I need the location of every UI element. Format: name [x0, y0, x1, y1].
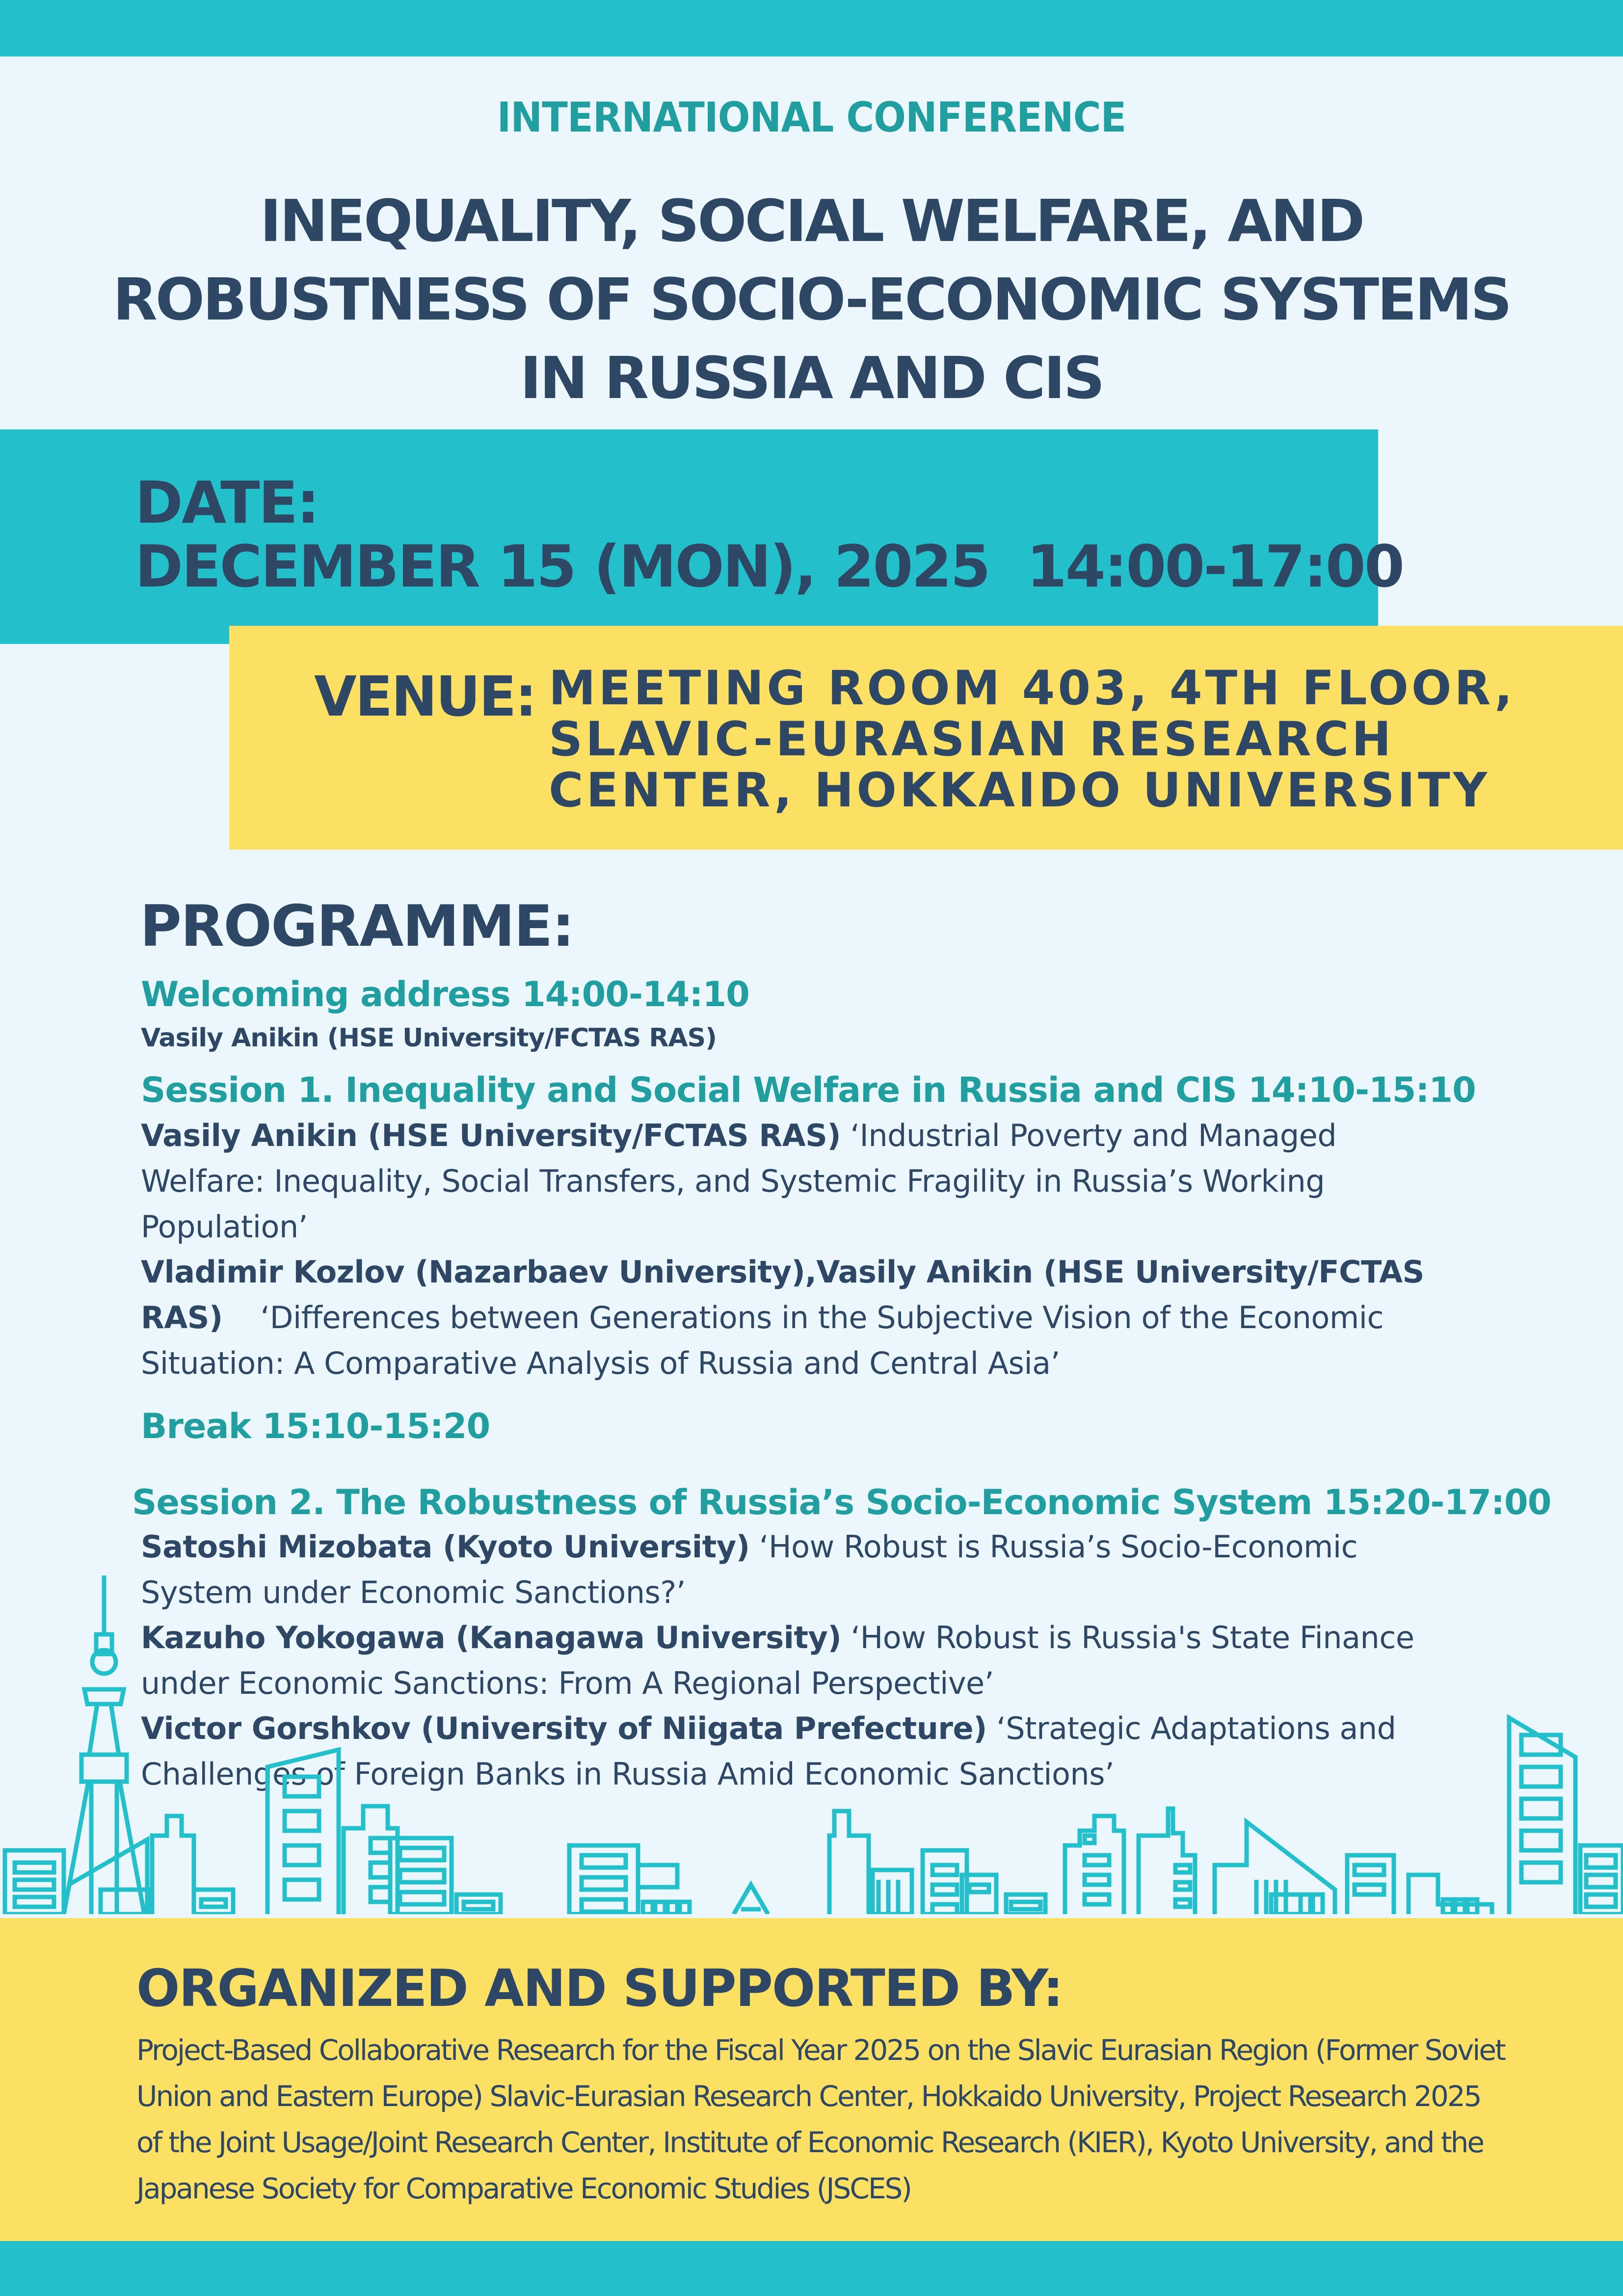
venue-line: MEETING ROOM 403, 4TH FLOOR, — [549, 661, 1516, 716]
talk-speaker: Vasily Anikin (HSE University/FCTAS RAS) — [141, 1118, 841, 1153]
title-line: IN RUSSIA AND CIS — [520, 344, 1103, 412]
talk-title: ‘Strategic Adaptations and Challenges of Foreign Banks in Russia Amid Economic Sanctions’ — [141, 1710, 1396, 1792]
programme-title: PROGRAMME: — [140, 893, 574, 960]
session-1-talk-2 — [141, 1249, 1456, 1386]
venue-line: SLAVIC-EURASIAN RESEARCH — [549, 712, 1394, 767]
talk-speaker: Satoshi Mizobata (Kyoto University) — [141, 1529, 750, 1565]
talk-title: ‘Differences between Generations in the Subjective Vision of the Economic Situation: A Comparative Analysis of Russia and Central Asia’ — [141, 1300, 1393, 1381]
organizers-title: ORGANIZED AND SUPPORTED BY: — [136, 1958, 1063, 2018]
talk-title: ‘Industrial Poverty and Managed Welfare: Inequality, Social Transfers, and Systemic Fragility in Russia’s Working Population’ — [141, 1118, 1337, 1245]
venue-line: CENTER, HOKKAIDO UNIVERSITY — [549, 763, 1490, 818]
date-label: DATE: — [135, 469, 319, 536]
conference-kicker: INTERNATIONAL CONFERENCE — [497, 93, 1126, 141]
session-1-heading: Session 1. Inequality and Social Welfare in Russia and CIS 14:10-15:10 — [141, 1070, 1476, 1110]
date-value: DECEMBER 15 (MON), 2025 14:00-17:00 — [135, 533, 1403, 600]
organizers-text: Project-Based Collaborative Research for the Fiscal Year 2025 on the Slavic Eurasian Region (Former Soviet Union and Eastern Europe) Slavic-Eurasian Research Center, Hokkaido University, Project Research 2025 of the Joint Usage/Joint Research Center, Institute of Economic Research (KIER), Kyoto University, and the Japanese Society for Comparative Economic Studies (JSCES) — [136, 2033, 1505, 2205]
talk-title: ‘How Robust is Russia’s Socio-Economic System under Economic Sanctions?’ — [141, 1529, 1358, 1610]
break-heading: Break 15:10-15:20 — [141, 1406, 490, 1446]
conference-title — [0, 182, 1623, 417]
talk-speaker: Vladimir Kozlov (Nazarbaev University),Vasily Anikin (HSE University/FCTAS RAS) — [141, 1254, 1424, 1335]
talk-speaker: Kazuho Yokogawa (Kanagawa University) — [141, 1620, 842, 1655]
title-line: ROBUSTNESS OF SOCIO-ECONOMIC SYSTEMS — [112, 266, 1511, 333]
title-line: INEQUALITY, SOCIAL WELFARE, AND — [260, 187, 1363, 255]
welcome-speaker: Vasily Anikin (HSE University/FCTAS RAS) — [141, 1023, 717, 1053]
venue-label: VENUE: — [314, 665, 536, 729]
bottom-accent-bar — [0, 2241, 1623, 2296]
talk-speaker: Victor Gorshkov (University of Niigata Prefecture) — [141, 1710, 987, 1746]
venue-address — [549, 663, 1516, 816]
city-skyline-icon — [0, 1561, 1623, 1914]
session-2-heading: Session 2. The Robustness of Russia’s Socio-Economic System 15:20-17:00 — [132, 1482, 1551, 1522]
welcome-heading: Welcoming address 14:00-14:10 — [141, 974, 749, 1015]
talk-title: ‘How Robust is Russia's State Finance under Economic Sanctions: From A Regional Perspective’ — [141, 1620, 1414, 1701]
session-1-talk-1 — [141, 1113, 1417, 1250]
top-accent-bar — [0, 0, 1623, 56]
